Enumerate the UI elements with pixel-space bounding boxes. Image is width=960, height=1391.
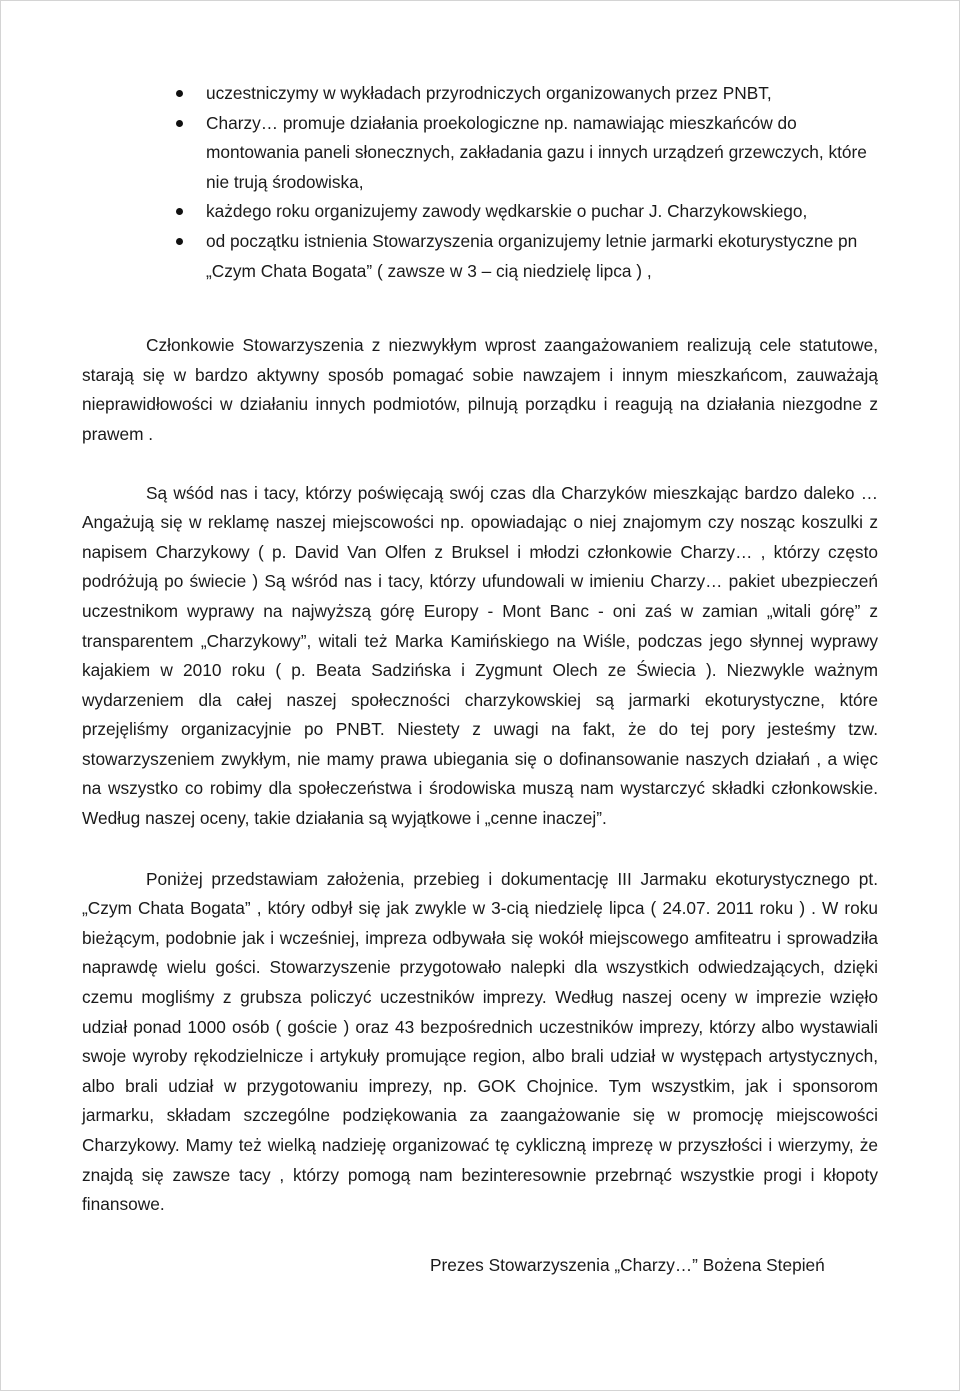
paragraph-members: Członkowie Stowarzyszenia z niezwykłym wprost zaangażowaniem realizują cele statutowe, starają się w bardzo aktywny sposób pomagać sobie nawzajem i innym mieszkańcom, zauważają nieprawidłowości w działaniu innych podmiotów, pilnują porządku i reagują na działania niezgodne z prawem .	[82, 335, 878, 444]
signature: Prezes Stowarzyszenia „Charzy…” Bożena Stepień	[430, 1254, 825, 1275]
list-item	[206, 109, 878, 198]
bullet-icon	[176, 120, 183, 127]
paragraph-supporters: Są wśód nas i tacy, którzy poświęcają swój czas dla Charzyków mieszkając bardzo daleko … Angażują się w reklamę naszej miejscowości np. opowiadając o niej znajomym czy nosząc koszulki z napisem Charzykowy ( p. David Van Olfen z Bruksel i młodzi członkowie Charzy… , którzy często podróżują po świecie ) Są wśród nas i tacy, którzy ufundowali w imieniu Charzy… pakiet ubezpieczeń uczestnikom wyprawy na najwyższą górę Europy - Mont Banc - oni zaś w zamian „witali górę” z transparentem „Charzykowy”, witali też Marka Kamińskiego na Wiśle, podczas jego słynnej wyprawy kajakiem w 2010 roku ( p. Beata Sadzińska i Zygmunt Olech ze Świecia ). Niezwykle ważnym wydarzeniem dla całej naszej społeczności charzykowskiej są jarmarki ekoturystyczne, które przejęliśmy organizacyjnie po PNBT. Niestety z uwagi na fakt, że do tej pory jesteśmy tzw. stowarzyszeniem zwykłym, nie mamy prawa ubiegania się o dofinansowanie naszych działań , a więc na wszystko co robimy dla społeczeństwa i środowiska muszą nam wystarczyć składki członkowskie. Według naszej oceny, takie działania są wyjątkowe i „cenne inaczej”.	[82, 482, 878, 829]
list-item-text: każdego roku organizujemy zawody wędkarskie o puchar J. Charzykowskiego,	[206, 201, 808, 222]
bullet-icon	[176, 238, 183, 245]
list-item-text: uczestniczymy w wykładach przyrodniczych organizowanych przez PNBT,	[206, 83, 772, 103]
bullet-icon	[176, 208, 183, 215]
activities-list	[82, 79, 878, 286]
list-item	[206, 197, 878, 227]
list-item-text: od początku istnienia Stowarzyszenia organizujemy letnie jarmarki ekoturystyczne pn „Czym Chata Bogata” ( zawsze w 3 – cią niedzielę lipca ) ,	[206, 230, 858, 281]
paragraph-fair-report: Poniżej przedstawiam założenia, przebieg i dokumentację III Jarmaku ekoturystycznego pt. „Czym Chata Bogata” , który odbył się jak zwykle w 3-cią niedzielę lipca ( 24.07. 2011 roku ) . W roku bieżącym, podobnie jak i wcześniej, impreza odbywała się wokół miejscowego amfiteatru i sprowadziła naprawdę wielu gości. Stowarzyszenie przygotowało nalepki dla wszystkich odwiedzających, dzięki czemu mogliśmy z grubsza policzyć uczestników imprezy. Według naszej oceny w imprezie wzięło udział ponad 1000 osób ( goście ) oraz 43 bezpośrednich uczestników imprezy, którzy albo wystawiali swoje wyroby rękodzielnicze i artykuły promujące region, albo brali udział w występach artystycznych, albo brali udział w przygotowaniu imprezy, np. GOK Chojnice. Tym wszystkim, jak i sponsorom jarmarku, składam szczególne podziękowania za zaangażowanie się w promocję miejscowości Charzykowy. Mamy też wielką nadzieję organizować tę cykliczną imprezę w przyszłości i wierzymy, że znajdą się zawsze tacy , którzy pomogą nam bezinteresownie przebrnąć wszystkie progi i kłopoty finansowe.	[82, 868, 878, 1215]
document-body	[82, 79, 878, 1280]
list-item	[206, 227, 878, 286]
list-item-text: Charzy… promuje działania proekologiczne np. namawiając mieszkańców do montowania paneli słonecznych, zakładania gazu i innych urządzeń grzewczych, które nie trują środowiska,	[206, 112, 867, 192]
bullet-icon	[176, 90, 183, 97]
list-item	[206, 79, 878, 109]
